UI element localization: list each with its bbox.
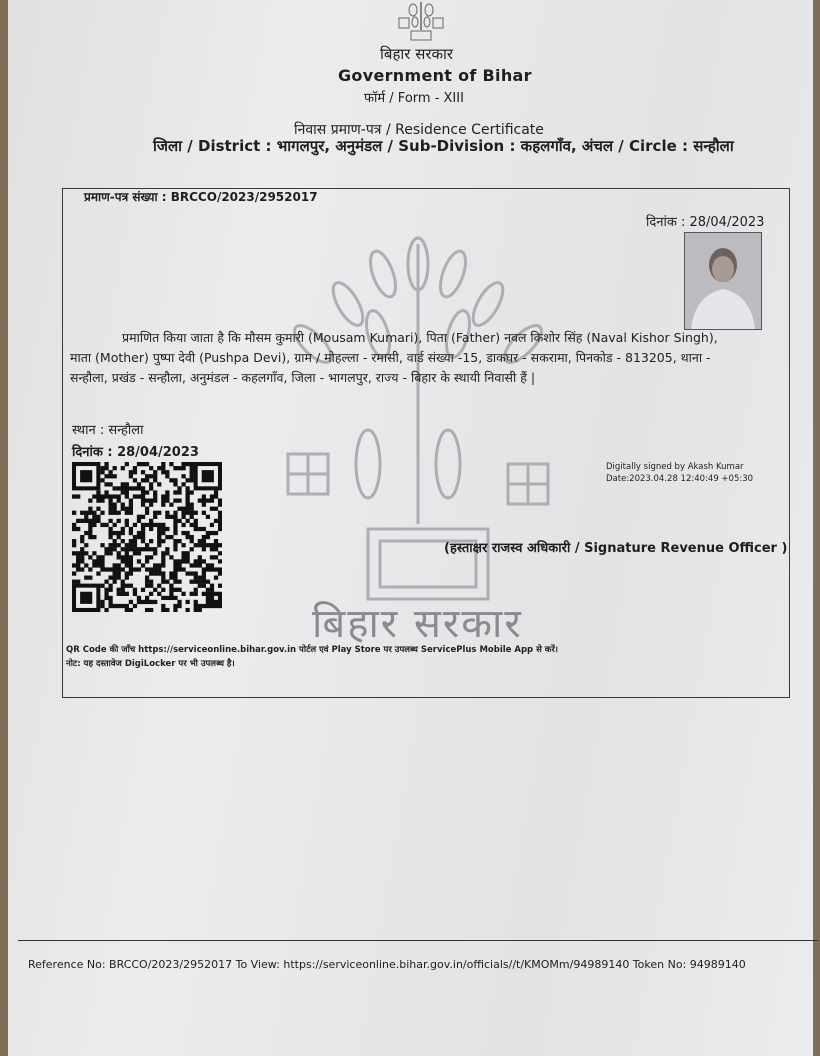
body-line-1: प्रमाणित किया जाता है कि मौसम कुमारी (Mousam Kumari), पिता (Father) नवल किशोर सिंह (Naval Kishor Singh), — [122, 330, 718, 345]
signature-revenue-officer: (हस्ताक्षर राजस्व अधिकारी / Signature Revenue Officer ) — [444, 541, 788, 556]
digital-signature-name: Digitally signed by Akash Kumar — [606, 462, 744, 472]
person-photo-icon — [685, 233, 761, 329]
qr-code[interactable] — [72, 462, 222, 612]
sign-date: दिनांक : 28/04/2023 — [72, 445, 199, 460]
issue-date: दिनांक : 28/04/2023 — [646, 215, 765, 230]
body-line-2: माता (Mother) पुष्पा देवी (Pushpa Devi), ग्राम / मोहल्ला - रमासी, वार्ड संख्या -15, डाकघर - सकरामा, पिनकोड - 813205, थाना - — [70, 350, 711, 365]
holder-photo — [684, 232, 762, 330]
bihar-emblem-icon — [393, 0, 449, 42]
certificate-number: प्रमाण-पत्र संख्या : BRCCO/2023/2952017 — [84, 190, 318, 204]
bihar-seal-watermark — [268, 224, 568, 644]
form-number: फॉर्म / Form - XIII — [364, 91, 464, 106]
header-hindi-title: बिहार सरकार — [380, 45, 454, 63]
certificate-paper — [8, 0, 813, 1056]
header-english-title: Government of Bihar — [338, 66, 532, 85]
qr-verify-note: QR Code की जाँच https://serviceonline.bihar.gov.in पोर्टल एवं Play Store पर उपलब्ध ServicePlus Mobile App से करें। — [66, 645, 559, 655]
certificate-body — [70, 328, 780, 388]
digital-signature-date: Date:2023.04.28 12:40:49 +05:30 — [606, 474, 754, 484]
reference-divider — [18, 940, 818, 941]
district-line: जिला / District : भागलपुर, अनुमंडल / Sub-Division : कहलगाँव, अंचल / Circle : सन्हौला — [153, 137, 734, 155]
digilocker-note: नोट: यह दस्तावेज DigiLocker पर भी उपलब्ध है। — [66, 659, 235, 669]
body-line-3: सन्हौला, प्रखंड - सन्हौला, अनुमंडल - कहलगाँव, जिला - भागलपुर, राज्य - बिहार के स्थायी निवासी हैं | — [70, 370, 536, 385]
reference-line: Reference No: BRCCO/2023/2952017 To View: https://serviceonline.bihar.gov.in/officials//t/KMOMm/94989140 Token No: 94989140 — [28, 958, 746, 971]
certificate-type: निवास प्रमाण-पत्र / Residence Certificate — [294, 122, 544, 138]
issue-place: स्थान : सन्हौला — [72, 423, 144, 438]
watermark-text: बिहार सरकार — [312, 601, 523, 647]
